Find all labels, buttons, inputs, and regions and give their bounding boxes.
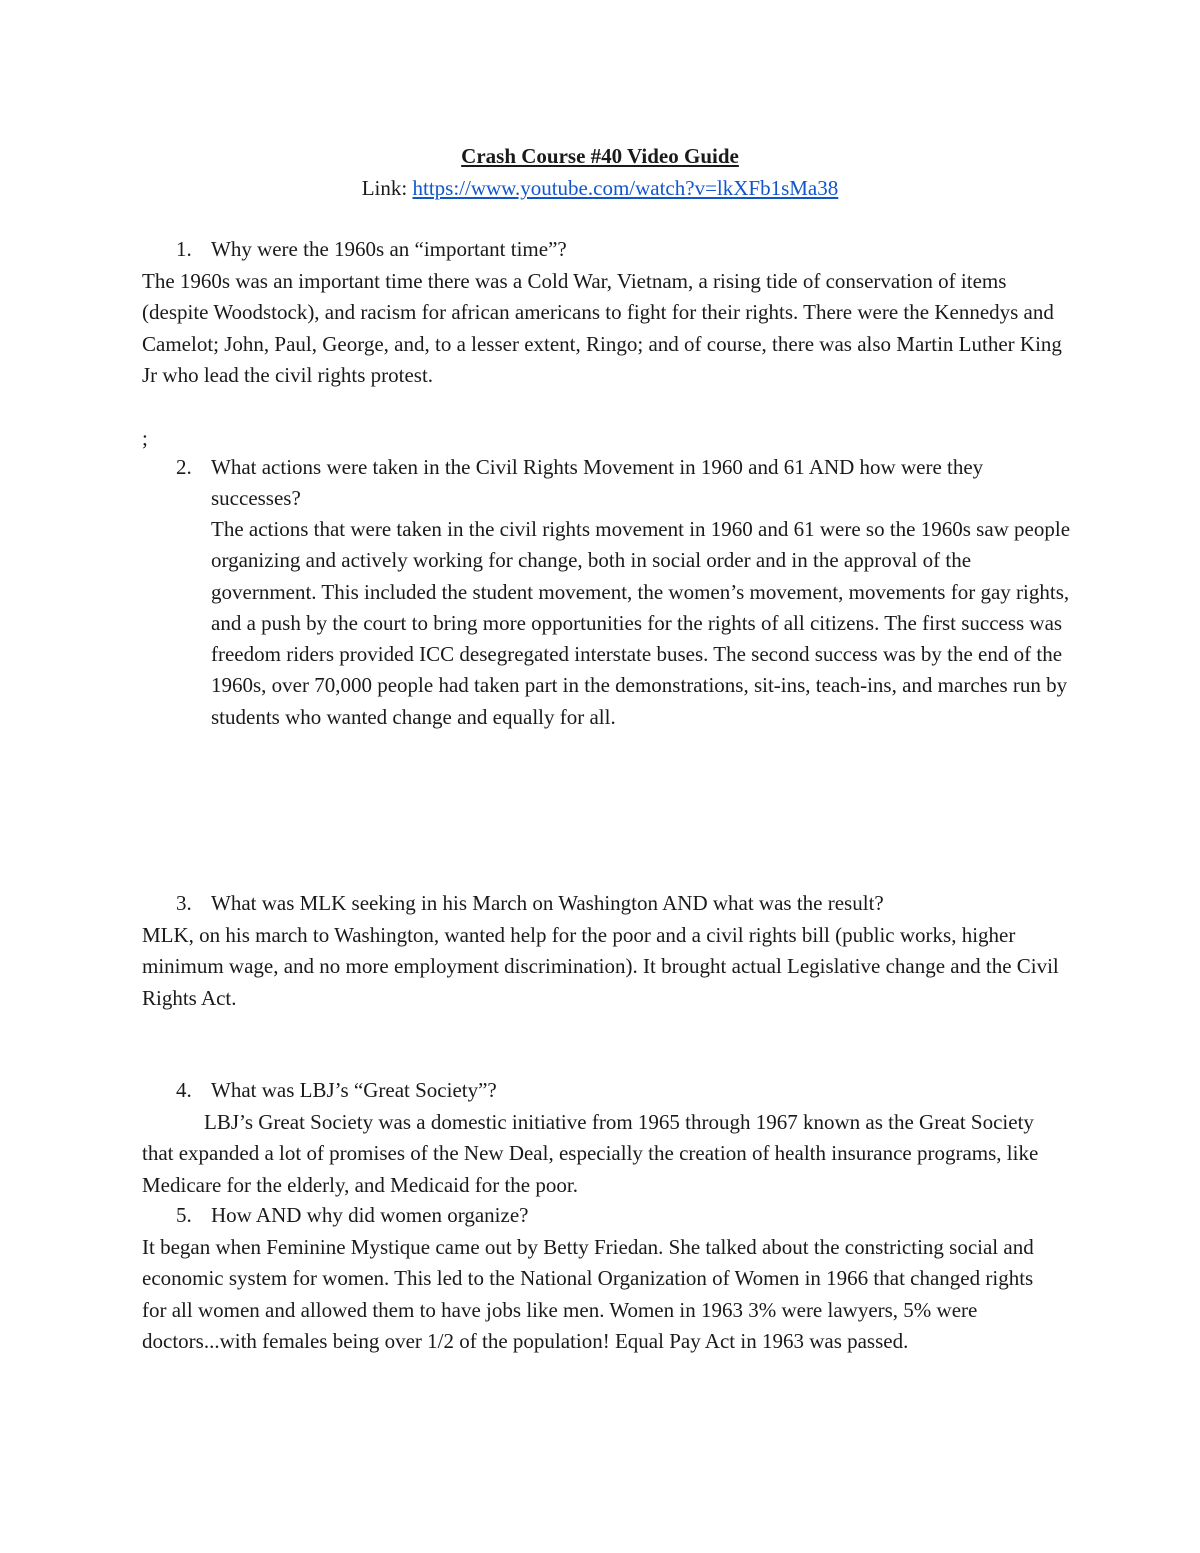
question-2 [142, 452, 1072, 516]
question-3-number: 3. [176, 891, 192, 915]
video-link[interactable]: https://www.youtube.com/watch?v=lkXFb1sMa38 [412, 176, 839, 200]
link-line [0, 174, 1200, 202]
link-label: Link: [361, 176, 413, 200]
answer-1: The 1960s was an important time there was a Cold War, Vietnam, a rising tide of conservation of items (despite Woodstock), and racism for african americans to fight for their rights. There were the Kennedys and Camelot; John, Paul, George, and, to a lesser extent, Ringo; and of course, there was also Martin Luther King Jr who lead the civil rights protest. [142, 269, 1062, 387]
question-4-number: 4. [176, 1078, 192, 1102]
question-2-text: What actions were taken in the Civil Rights Movement in 1960 and 61 AND how were they successes? [211, 455, 984, 511]
document-title: Crash Course #40 Video Guide [461, 144, 739, 168]
question-1-text: Why were the 1960s an “important time”? [211, 237, 567, 261]
question-3-text: What was MLK seeking in his March on Washington AND what was the result? [211, 891, 884, 915]
question-1-number: 1. [176, 237, 192, 261]
answer-4: LBJ’s Great Society was a domestic initiative from 1965 through 1967 known as the Great Society that expanded a lot of promises of the New Deal, especially the creation of health insurance programs, like Medicare for the elderly, and Medicaid for the poor. [142, 1110, 1039, 1197]
question-2-number: 2. [176, 455, 192, 479]
answer-5: It began when Feminine Mystique came out by Betty Friedan. She talked about the constricting social and economic system for women. This led to the National Organization of Women in 1966 that changed rights for all women and allowed them to have jobs like men. Women in 1963 3% were lawyers, 5% were doctors...with females being over 1/2 of the population! Equal Pay Act in 1963 was passed. [142, 1235, 1034, 1353]
question-5-number: 5. [176, 1203, 192, 1227]
answer-3: MLK, on his march to Washington, wanted help for the poor and a civil rights bill (public works, higher minimum wage, and no more employment discrimination). It brought actual Legislative change and the Civil Rights Act. [142, 923, 1059, 1010]
stray-mark: ; [142, 426, 148, 450]
question-5-text: How AND why did women organize? [211, 1203, 529, 1227]
answer-2: The actions that were taken in the civil rights movement in 1960 and 61 were so the 1960s saw people organizing and actively working for change, both in social order and in the approval of the government. This included the student movement, the women’s movement, movements for gay rights, and a push by the court to bring more opportunities for the rights of all citizens. The first success was freedom riders provided ICC desegregated interstate buses. The second success was by the end of the 1960s, over 70,000 people had taken part in the demonstrations, sit-ins, teach-ins, and marches run by students who wanted change and equally for all. [211, 517, 1071, 729]
question-4-text: What was LBJ’s “Great Society”? [211, 1078, 497, 1102]
